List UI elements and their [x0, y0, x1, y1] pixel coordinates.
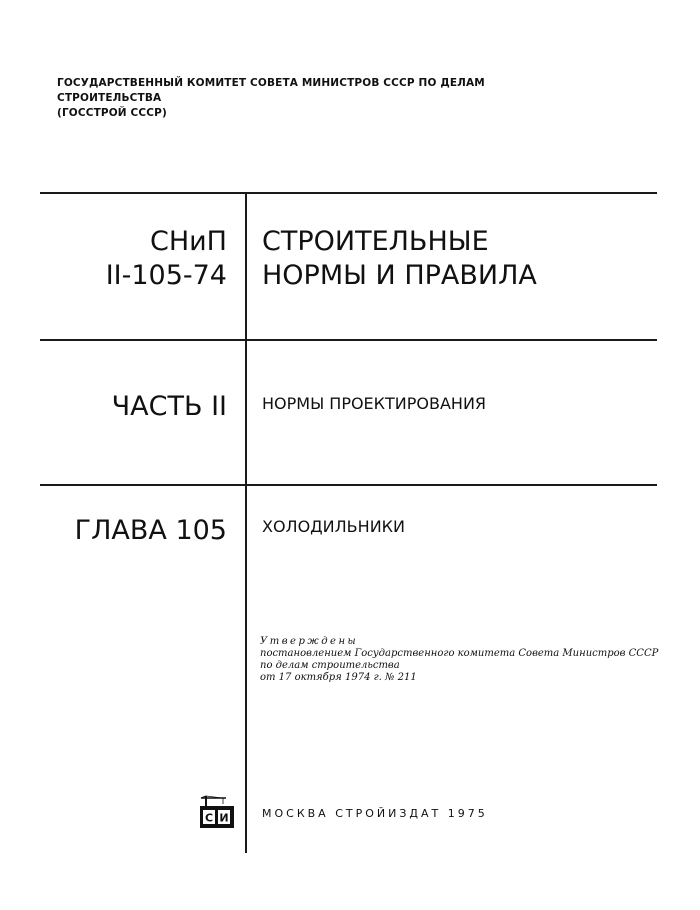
- issuing-authority-line2: (ГОССТРОЙ СССР): [57, 107, 167, 119]
- top-divider: [40, 192, 657, 194]
- logo-letters: С: [204, 811, 214, 825]
- document-title: [262, 225, 537, 293]
- chapter-title: ХОЛОДИЛЬНИКИ: [262, 517, 405, 536]
- approval-heading: Утверждены: [260, 636, 359, 647]
- document-code-line1: СНиП: [149, 226, 227, 257]
- middle-divider: [40, 339, 657, 341]
- part-title: НОРМЫ ПРОЕКТИРОВАНИЯ: [262, 394, 487, 413]
- document-code-line2: II-105-74: [105, 260, 227, 291]
- approval-line1: постановлением Государственного комитета Совета Министров СССР: [260, 648, 659, 659]
- document-code: [106, 225, 227, 293]
- publisher-logo-icon: [198, 792, 238, 830]
- chapter-label: ГЛАВА 105: [74, 515, 227, 546]
- document-title-line1: СТРОИТЕЛЬНЫЕ: [262, 226, 489, 257]
- vertical-divider: [245, 193, 247, 853]
- part-label: ЧАСТЬ II: [111, 391, 227, 422]
- document-title-line2: НОРМЫ И ПРАВИЛА: [262, 260, 537, 291]
- issuing-authority-line1: ГОСУДАРСТВЕННЫЙ КОМИТЕТ СОВЕТА МИНИСТРОВ СССР ПО ДЕЛАМ СТРОИТЕЛЬСТВА: [57, 77, 485, 104]
- approval-note: [260, 636, 658, 684]
- issuing-authority: [57, 76, 557, 121]
- approval-line2: по делам строительства: [260, 660, 400, 671]
- publisher-imprint: МОСКВА СТРОЙИЗДАТ 1975: [262, 807, 488, 820]
- svg-text:И: И: [219, 811, 229, 825]
- approval-line3: от 17 октября 1974 г. № 211: [260, 672, 417, 683]
- lower-divider: [40, 484, 657, 486]
